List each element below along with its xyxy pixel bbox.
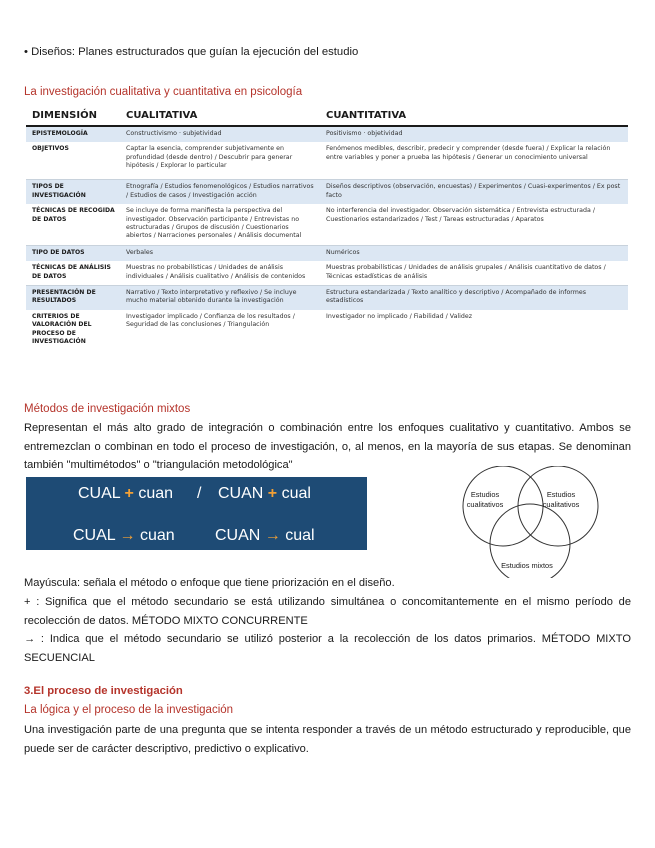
row-quantitative: Estructura estandarizada / Texto analítico y descriptivo / Acompañado de informes estadísticos (320, 286, 628, 310)
row-qualitative: Muestras no probabilísticas / Unidades de análisis individuales / Análisis cualitativo / Análisis de contenidos (120, 261, 320, 285)
logic-paragraph: Una investigación parte de una pregunta que se intenta responder a través de un método estructurado y reproducible, que puede ser de carácter descriptivo, predictivo o explicativo. (24, 724, 631, 755)
row-dimension: EPISTEMOLOGÍA (26, 126, 120, 142)
header-quantitative: CUANTITATIVA (320, 107, 628, 126)
logic-title: La lógica y el proceso de la investigación (24, 704, 234, 716)
table-row (26, 180, 628, 204)
row-dimension: TIPO DE DATOS (26, 245, 120, 261)
header-dimension: DIMENSIÓN (26, 107, 120, 126)
row-dimension: TIPOS DE INVESTIGACIÓN (26, 180, 120, 204)
row-dimension: CRITERIOS DE VALORACIÓN DEL PROCESO DE INVESTIGACIÓN (32, 312, 92, 346)
notation-cuan-lower: cuan (140, 527, 175, 544)
section-3-title: 3.El proceso de investigación (24, 685, 183, 697)
row-quantitative: Positivismo · objetividad (320, 126, 628, 142)
row-qualitative: Se incluye de forma manifiesta la perspectiva del investigador. Observación participante / Entrevistas no estructuradas / Grupos de discusión / Cuestionarios abiertos / Narraciones personales / Análisis documental (120, 204, 320, 245)
notation-slash: / (197, 485, 202, 502)
notation-cual: CUAL (78, 485, 121, 502)
row-quantitative: Fenómenos medibles, describir, predecir y comprender (desde fuera) / Explicar la relación entre variables y poner a prueba las hipótesis / Generar un conocimiento universal (320, 142, 628, 180)
table-row (26, 310, 628, 351)
row-dimension: PRESENTACIÓN DE RESULTADOS (26, 286, 120, 310)
arrow-symbol: → (264, 527, 281, 544)
header-qualitative: CUALITATIVA (120, 107, 320, 126)
table-row (26, 245, 628, 261)
notation-cuan-lower: cuan (138, 485, 174, 502)
venn-label-left: Estudios cualitativos (466, 490, 504, 509)
row-quantitative: Numéricos (320, 245, 628, 261)
plus-symbol: + (267, 485, 278, 502)
table-row (26, 126, 628, 142)
row-qualitative: Constructivismo · subjetividad (120, 126, 320, 142)
notation-cuan: CUAN (215, 527, 261, 544)
row-qualitative: Investigador implicado / Confianza de los resultados / Seguridad de las conclusiones / Triangulación (126, 312, 295, 329)
explanation-plus: + : Significa que el método secundario se está utilizando simultánea o concomitantemente en el mismo período de recolección de datos. MÉTODO MIXTO CONCURRENTE (24, 596, 631, 627)
notation-cual: CUAL (73, 527, 116, 544)
row-quantitative: Diseños descriptivos (observación, encuestas) / Experimentos / Cuasi-experimentos / Ex post facto (320, 180, 628, 204)
row-quantitative: Muestras probabilísticas / Unidades de análisis grupales / Análisis cuantitativo de datos / Técnicas estadísticas de análisis (320, 261, 628, 285)
plus-symbol: + (124, 485, 134, 502)
table-row (26, 286, 628, 310)
table-row (26, 142, 628, 180)
row-dimension: OBJETIVOS (26, 142, 120, 180)
table-row (26, 204, 628, 245)
venn-label-right: Estudios cualitativos (542, 490, 580, 509)
notation-box (26, 477, 367, 550)
explanation-uppercase: Mayúscula: señala el método o enfoque que tiene priorización en el diseño. (24, 577, 395, 589)
venn-label-bottom: Estudios mixtos (501, 561, 553, 570)
arrow-symbol: → (119, 527, 136, 544)
row-quantitative: Investigador no implicado / Fiabilidad / Validez (326, 312, 473, 320)
mixed-methods-title: Métodos de investigación mixtos (24, 403, 191, 415)
design-bullet: • Diseños: Planes estructurados que guían la ejecución del estudio (24, 46, 359, 58)
row-qualitative: Verbales (120, 245, 320, 261)
notation-cuan: CUAN (218, 485, 264, 502)
row-qualitative: Narrativo / Texto interpretativo y reflexivo / Se incluye mucho material obtenido durante la investigación (120, 286, 320, 310)
row-quantitative: No interferencia del investigador. Observación sistemática / Entrevista estructurada / Cuestionarios estandarizados / Test / Tareas estructuradas / Aparatos (320, 204, 628, 245)
notation-cual-lower: cual (281, 485, 311, 502)
mixed-methods-paragraph: Representan el más alto grado de integración o combinación entre los enfoques cualitativo y cuantitativo. Ambos se entremezclan o combinan en todo el proceso de investigación, o, al menos, en la mayoría de sus etapas. Se denominan también "multimétodos" o "triangulación metodológica" (24, 422, 631, 472)
explanation-arrow: → : Indica que el método secundario se utilizó posterior a la recolección de los datos primarios. MÉTODO MIXTO SECUENCIAL (24, 633, 631, 664)
row-qualitative: Captar la esencia, comprender subjetivamente en profundidad (desde dentro) / Descubrir para generar hipótesis / Explorar lo particular (120, 142, 320, 180)
table-section-title: La investigación cualitativa y cuantitativa en psicología (24, 86, 303, 98)
row-dimension: TÉCNICAS DE ANÁLISIS DE DATOS (26, 261, 120, 285)
notation-cual-lower: cual (285, 527, 315, 544)
row-qualitative: Etnografía / Estudios fenomenológicos / Estudios narrativos / Estudios de casos / Investigación acción (120, 180, 320, 204)
row-dimension: TÉCNICAS DE RECOGIDA DE DATOS (26, 204, 120, 245)
table-row (26, 261, 628, 285)
comparison-table (26, 107, 628, 351)
